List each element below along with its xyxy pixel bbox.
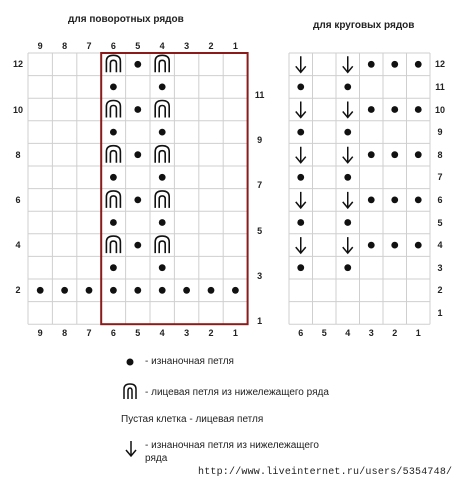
stitch-purl-below (343, 147, 353, 163)
legend-purl: - изнаночная петля (145, 356, 234, 367)
stitch-purl (297, 84, 304, 91)
col-label-top: 5 (135, 41, 141, 51)
row-label-right: 9 (257, 135, 263, 146)
legend-purl-below-line2: ряда (145, 453, 168, 464)
col-label-top: 8 (62, 41, 68, 51)
col-label-bottom: 1 (232, 328, 238, 339)
row-label-right: 6 (437, 194, 443, 205)
col-label-bottom: 7 (86, 328, 92, 339)
row-label-right: 4 (437, 240, 443, 251)
col-label-bottom: 8 (62, 328, 68, 339)
col-label-top: 7 (86, 41, 92, 51)
row-label-left: 10 (12, 104, 23, 115)
legend-purl-below-line1: - изнаночная петля из нижележащего (145, 440, 319, 451)
stitch-purl (297, 264, 304, 271)
purl-symbol-icon (124, 356, 136, 368)
row-label-right: 11 (254, 89, 265, 100)
row-label-right: 10 (434, 104, 445, 115)
row-label-right: 5 (437, 217, 443, 228)
stitch-purl (368, 106, 375, 113)
col-label-bottom: 6 (110, 328, 116, 339)
row-label-right: 12 (434, 59, 445, 70)
right-chart-title: для круговых рядов (313, 20, 415, 31)
stitch-purl (297, 129, 304, 136)
col-label-top: 4 (159, 41, 165, 51)
col-label-top: 6 (110, 41, 116, 51)
col-label-bottom: 4 (345, 328, 351, 339)
stitch-purl (415, 106, 422, 113)
col-label-bottom: 5 (135, 328, 141, 339)
row-label-right: 1 (437, 307, 443, 318)
stitch-purl (344, 129, 351, 136)
stitch-purl (344, 174, 351, 181)
row-label-right: 1 (257, 315, 263, 326)
row-label-right: 8 (437, 149, 443, 160)
stitch-purl (368, 197, 375, 204)
stitch-purl (415, 242, 422, 249)
stitch-purl (391, 151, 398, 158)
col-label-bottom: 5 (321, 328, 327, 339)
stitch-purl-below (296, 102, 306, 118)
stitch-purl (391, 197, 398, 204)
col-label-bottom: 6 (298, 328, 304, 339)
row-label-right: 7 (257, 180, 263, 191)
col-label-bottom: 1 (415, 328, 421, 339)
stitch-purl (344, 84, 351, 91)
col-label-bottom: 3 (184, 328, 190, 339)
col-label-top: 1 (232, 41, 238, 51)
legend (0, 340, 457, 485)
stitch-purl (297, 174, 304, 181)
row-label-right: 9 (437, 127, 443, 138)
knit-below-symbol-icon (121, 382, 139, 400)
stitch-purl (415, 151, 422, 158)
col-label-bottom: 9 (37, 328, 43, 339)
row-label-right: 3 (257, 270, 263, 281)
row-label-right: 7 (437, 172, 443, 183)
col-label-bottom: 2 (208, 328, 214, 339)
stitch-purl (368, 61, 375, 68)
stitch-purl (344, 219, 351, 226)
col-label-top: 9 (37, 41, 43, 51)
stitch-purl (368, 242, 375, 249)
row-label-left: 2 (15, 285, 21, 296)
stitch-purl (391, 242, 398, 249)
row-label-left: 4 (15, 240, 21, 251)
legend-knit-below: - лицевая петля из нижележащего ряда (145, 387, 329, 398)
col-label-top: 3 (184, 41, 190, 51)
stitch-purl (415, 61, 422, 68)
stitch-purl-below (343, 237, 353, 253)
purl-below-symbol-icon (124, 440, 138, 458)
col-label-bottom: 2 (392, 328, 398, 339)
stitch-purl (344, 264, 351, 271)
watermark-url: http://www.liveinternet.ru/users/5354748/ (198, 467, 453, 478)
row-label-right: 5 (257, 225, 263, 236)
stitch-purl-below (343, 56, 353, 72)
col-label-bottom: 3 (368, 328, 374, 339)
row-label-right: 11 (435, 81, 445, 92)
row-label-left: 12 (12, 59, 23, 70)
stitch-purl (297, 219, 304, 226)
stitch-purl-below (296, 56, 306, 72)
stitch-purl (368, 151, 375, 158)
col-label-top: 2 (208, 41, 214, 51)
row-label-left: 8 (15, 149, 21, 160)
stitch-purl-below (343, 192, 353, 208)
stitch-purl (391, 106, 398, 113)
row-label-right: 3 (437, 262, 443, 273)
stitch-purl-below (296, 237, 306, 253)
left-chart-title: для поворотных рядов (68, 14, 184, 25)
stitch-purl-below (343, 102, 353, 118)
col-label-bottom: 4 (159, 328, 165, 339)
stitch-purl (391, 61, 398, 68)
row-label-right: 2 (437, 285, 443, 296)
row-label-left: 6 (15, 194, 21, 205)
stitch-purl-below (296, 147, 306, 163)
stitch-purl (415, 197, 422, 204)
stitch-purl-below (296, 192, 306, 208)
legend-empty-cell: Пустая клетка - лицевая петля (121, 414, 264, 425)
